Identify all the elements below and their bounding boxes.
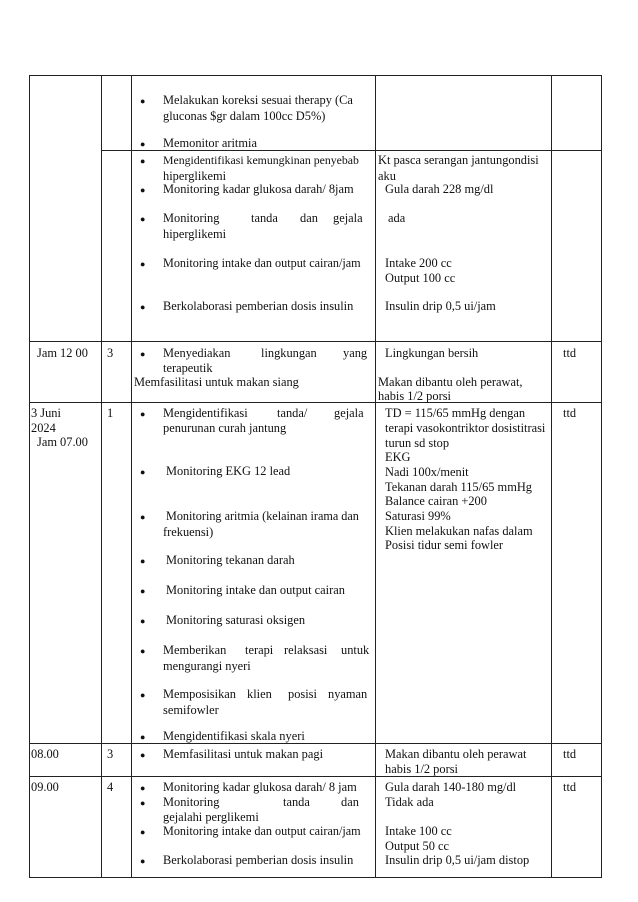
evaluation-text: terapi vasokontriktor dosistitrasi (385, 421, 546, 435)
diagnosis-number: 3 (107, 747, 114, 761)
col-border (101, 75, 102, 878)
action-text: Berkolaborasi pemberian dosis insulin (163, 299, 354, 313)
signature: ttd (563, 747, 577, 761)
action-text: untuk (341, 643, 370, 657)
action-text: posisi (288, 687, 317, 701)
action-text: Melakukan koreksi sesuai therapy (Ca (163, 93, 353, 107)
action-text: gluconas $gr dalam 100cc D5%) (163, 109, 326, 123)
bullet: ● (140, 259, 146, 269)
action-text: dan (300, 211, 318, 225)
evaluation-text: Saturasi 99% (385, 509, 451, 523)
bullet: ● (140, 732, 146, 742)
evaluation-text: Posisi tidur semi fowler (385, 538, 504, 552)
action-text: Monitoring intake dan output cairan (166, 583, 345, 597)
bullet: ● (140, 512, 146, 522)
action-text: Monitoring kadar glukosa darah/ 8jam (163, 182, 354, 196)
signature: ttd (563, 780, 577, 794)
evaluation-text: Tekanan darah 115/65 mmHg (385, 480, 532, 494)
evaluation-text: Tidak ada (385, 795, 434, 809)
evaluation-text: Nadi 100x/menit (385, 465, 469, 479)
evaluation-text: Kt pasca serangan jantungondisi (378, 153, 539, 167)
bullet: ● (140, 798, 146, 808)
action-text: Monitoring (163, 795, 220, 809)
action-text: yang (343, 346, 368, 360)
bullet: ● (140, 856, 146, 866)
action-text: relaksasi (284, 643, 328, 657)
action-text: Menyediakan (163, 346, 231, 360)
evaluation-text: Insulin drip 0,5 ui/jam distop (385, 853, 530, 867)
col-border (375, 75, 376, 878)
evaluation-text: TD = 115/65 mmHg dengan (385, 406, 526, 420)
action-text: Monitoring kadar glukosa darah/ 8 jam (163, 780, 357, 794)
action-text: Monitoring intake dan output cairan/jam (163, 256, 361, 270)
time-cell: Jam 07.00 (37, 435, 88, 449)
action-text: Monitoring tekanan darah (166, 553, 295, 567)
action-text: tanda (283, 795, 310, 809)
signature: ttd (563, 346, 577, 360)
evaluation-text: turun sd stop (385, 436, 450, 450)
action-text: Monitoring aritmia (kelainan irama dan (166, 509, 359, 523)
evaluation-text: Balance cairan +200 (385, 494, 487, 508)
evaluation-text: EKG (385, 450, 411, 464)
date-cell: 3 Juni (31, 406, 61, 420)
action-text: mengurangi nyeri (163, 659, 251, 673)
action-text: gejalahi perglikemi (163, 810, 259, 824)
bullet: ● (140, 409, 146, 419)
action-text: gejala (333, 211, 363, 225)
bullet: ● (140, 214, 146, 224)
action-text: Memfasilitasi untuk makan pagi (163, 747, 324, 761)
action-text: frekuensi) (163, 525, 214, 539)
bullet: ● (140, 467, 146, 477)
action-text: semifowler (163, 703, 219, 717)
table-bottom-border (29, 877, 602, 878)
evaluation-text: Gula darah 140-180 mg/dl (385, 780, 517, 794)
action-text: tanda (251, 211, 278, 225)
bullet: ● (140, 646, 146, 656)
action-text: tanda/ (277, 406, 308, 420)
bullet: ● (140, 302, 146, 312)
time-cell: 09.00 (31, 780, 59, 794)
bullet: ● (140, 349, 146, 359)
diagnosis-number: 3 (107, 346, 114, 360)
time-cell: Jam 12 00 (37, 346, 88, 360)
bullet: ● (140, 783, 146, 793)
action-text: penurunan curah jantung (163, 421, 287, 435)
action-text: Memposisikan (163, 687, 236, 701)
bullet: ● (140, 750, 146, 760)
evaluation-text: habis 1/2 porsi (385, 762, 458, 776)
evaluation-text: Klien melakukan nafas dalam (385, 524, 533, 538)
evaluation-text: Makan dibantu oleh perawat (385, 747, 527, 761)
bullet: ● (140, 96, 146, 106)
evaluation-text: Gula darah 228 mg/dl (385, 182, 494, 196)
evaluation-text: Intake 100 cc (385, 824, 452, 838)
action-text: Monitoring (163, 211, 220, 225)
row-divider (29, 776, 602, 777)
diagnosis-number: 1 (107, 406, 114, 420)
bullet: ● (140, 616, 146, 626)
row-divider (29, 402, 602, 403)
evaluation-text: aku (378, 169, 396, 183)
bullet: ● (140, 185, 146, 195)
bullet: ● (140, 139, 146, 149)
bullet: ● (140, 156, 146, 166)
action-text: dan (341, 795, 359, 809)
bullet: ● (140, 690, 146, 700)
action-text: hiperglikemi (163, 169, 227, 183)
action-text: Mengidentifikasi (163, 406, 248, 420)
evaluation-text: Output 100 cc (385, 271, 456, 285)
action-text: Monitoring saturasi oksigen (166, 613, 306, 627)
action-text: Memonitor aritmia (163, 136, 257, 150)
action-text: Monitoring intake dan output cairan/jam (163, 824, 361, 838)
evaluation-text: Output 50 cc (385, 839, 450, 853)
evaluation-text: Intake 200 cc (385, 256, 452, 270)
action-text: terapeutik (163, 361, 213, 375)
table-top-border (29, 75, 602, 76)
action-text: Mengidentifikasi skala nyeri (163, 729, 305, 743)
evaluation-text: Insulin drip 0,5 ui/jam (385, 299, 496, 313)
row-divider (29, 743, 602, 744)
action-text: Mengidentifikasi kemungkinan penyebab (163, 153, 359, 167)
evaluation-text: Makan dibantu oleh perawat, (378, 375, 523, 389)
evaluation-text: ada (388, 211, 406, 225)
col-border-right (601, 75, 602, 878)
action-text: klien (247, 687, 272, 701)
col-border (551, 75, 552, 878)
action-text: Monitoring EKG 12 lead (166, 464, 291, 478)
bullet: ● (140, 827, 146, 837)
diagnosis-number: 4 (107, 780, 114, 794)
action-text: Memfasilitasi untuk makan siang (134, 375, 299, 389)
action-text: lingkungan (261, 346, 317, 360)
action-text: Memberikan (163, 643, 227, 657)
action-text: nyaman (328, 687, 368, 701)
col-border-left (29, 75, 30, 878)
action-text: Berkolaborasi pemberian dosis insulin (163, 853, 354, 867)
evaluation-text: habis 1/2 porsi (378, 389, 451, 403)
evaluation-text: Lingkungan bersih (385, 346, 479, 360)
date-cell: 2024 (31, 421, 56, 435)
action-text: terapi (245, 643, 274, 657)
signature: ttd (563, 406, 577, 420)
action-text: hiperglikemi (163, 227, 227, 241)
time-cell: 08.00 (31, 747, 59, 761)
bullet: ● (140, 586, 146, 596)
row-divider (29, 341, 602, 342)
bullet: ● (140, 556, 146, 566)
action-text: gejala (334, 406, 364, 420)
col-border (131, 75, 132, 878)
